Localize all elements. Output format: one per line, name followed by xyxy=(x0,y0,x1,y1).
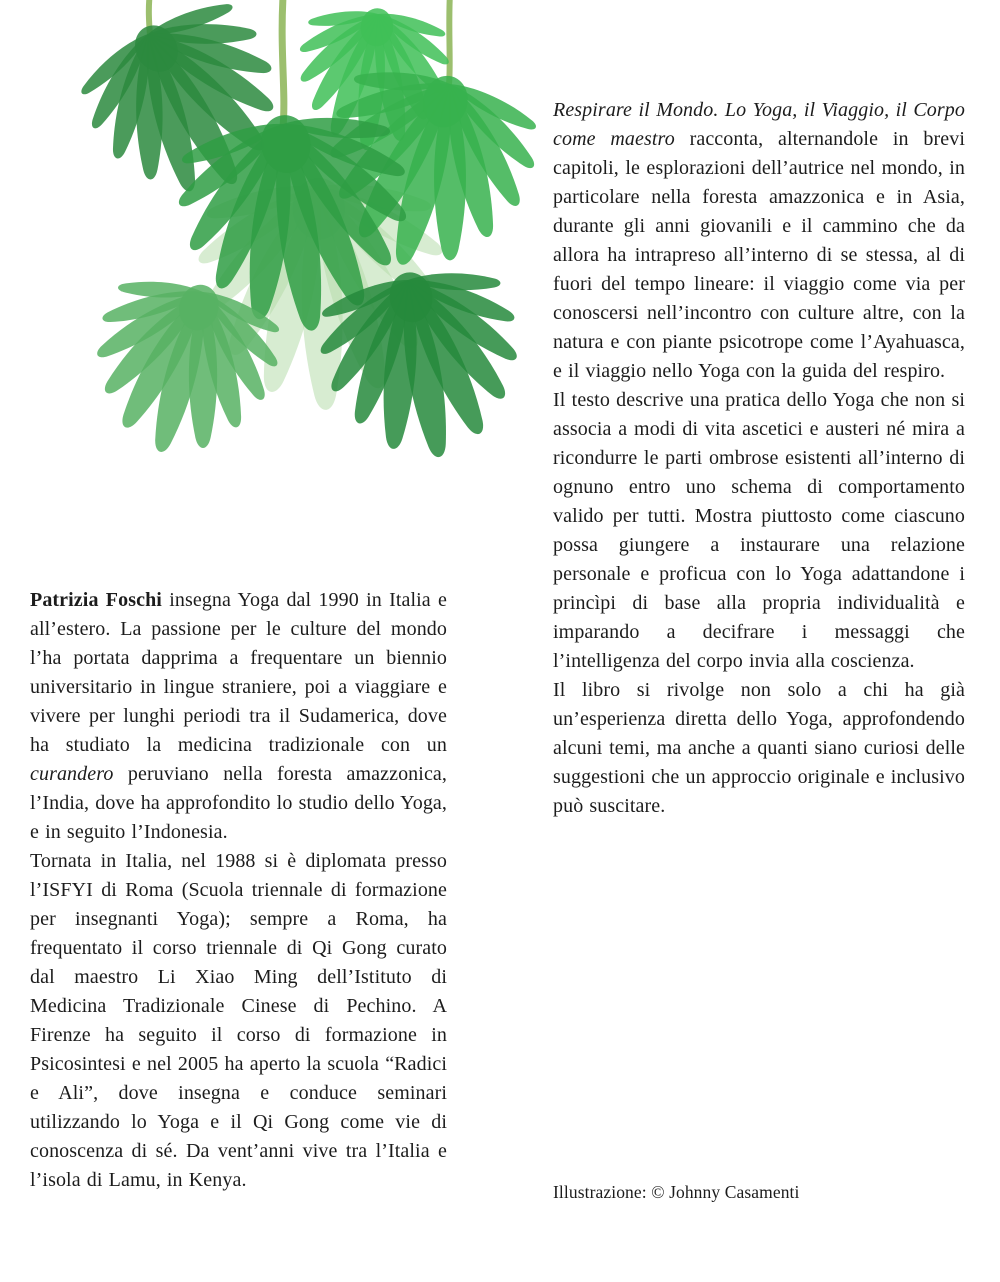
bio-text: insegna Yoga dal 1990 in Italia e all’estero. La passione per le culture del mondo l’ha portata dapprima a frequentare un biennio universitario in lingue straniere, poi a viaggiare e vivere per lunghi periodi tra il Sudamerica, dove ha studiato la medicina tradizionale con un xyxy=(30,589,447,756)
bio-text: peruviano nella foresta amazzonica, l’India, dove ha approfondito lo studio dello Yoga, e in seguito l’Indonesia. xyxy=(30,763,447,843)
leaf-stem xyxy=(449,0,450,84)
leaf-stem xyxy=(282,0,284,127)
synopsis-paragraph-1 xyxy=(553,96,965,386)
author-bio-paragraph-2: Tornata in Italia, nel 1988 si è diplomata presso l’ISFYI di Roma (Scuola triennale di formazione per insegnanti Yoga); sempre a Roma, ha frequentato il corso triennale di Qi Gong curato dal maestro Li Xiao Ming dell’Istituto di Medicina Tradizionale Cinese di Pechino. A Firenze ha seguito il corso di formazione in Psicosintesi e nel 2005 ha aperto la scuola “Radici e Ali”, dove insegna e conduce seminari utilizzando lo Yoga e il Qi Gong come vie di conoscenza di sé. Da vent’anni vive tra l’Italia e l’isola di Lamu, in Kenya. xyxy=(30,850,447,1191)
bio-italic-term: curandero xyxy=(30,763,114,785)
author-bio-column xyxy=(30,586,447,1195)
book-title: Respirare il Mondo. Lo Yoga, il Viaggio, il Corpo come maestro xyxy=(553,99,965,150)
monstera-leaves-illustration xyxy=(18,0,543,492)
synopsis-text: racconta, alternandole in brevi capitoli, le esplorazioni dell’autrice nel mondo, in particolare nella foresta amazzonica e in Asia, durante gli anni giovanili e il cammino che da allora ha intrapreso all’interno di se stessa, al di fuori del tempo lineare: il viaggio come via per conoscersi nell’incontro con culture altre, con la natura e con piante psicotrope come l’Ayahuasca, e il viaggio nello Yoga con la guida del respiro. xyxy=(553,128,965,382)
author-bio-paragraph-1 xyxy=(30,586,447,847)
illustration-credit: Illustrazione: © Johnny Casamenti xyxy=(553,1182,800,1202)
synopsis-paragraph-2: Il testo descrive una pratica dello Yoga che non si associa a modi di vita ascetici e austeri né mira a ricondurre le parti ombrose esistenti all’interno di ognuno entro uno schema di comportamento valido per tutti. Mostra piuttosto come ciascuno possa giungere a instaurare una relazione personale e proficua con lo Yoga adattandone i princìpi di base alla propria individualità e imparando a decifrare i messaggi che l’intelligenza del corpo invia alla coscienza. xyxy=(553,389,965,672)
book-synopsis-column xyxy=(553,96,965,821)
author-name: Patrizia Foschi xyxy=(30,589,162,611)
synopsis-paragraph-3: Il libro si rivolge non solo a chi ha già un’esperienza diretta dello Yoga, approfondendo alcuni temi, ma anche a quanti siano curiosi delle suggestioni che un approccio originale e inclusivo può suscitare. xyxy=(553,679,966,817)
